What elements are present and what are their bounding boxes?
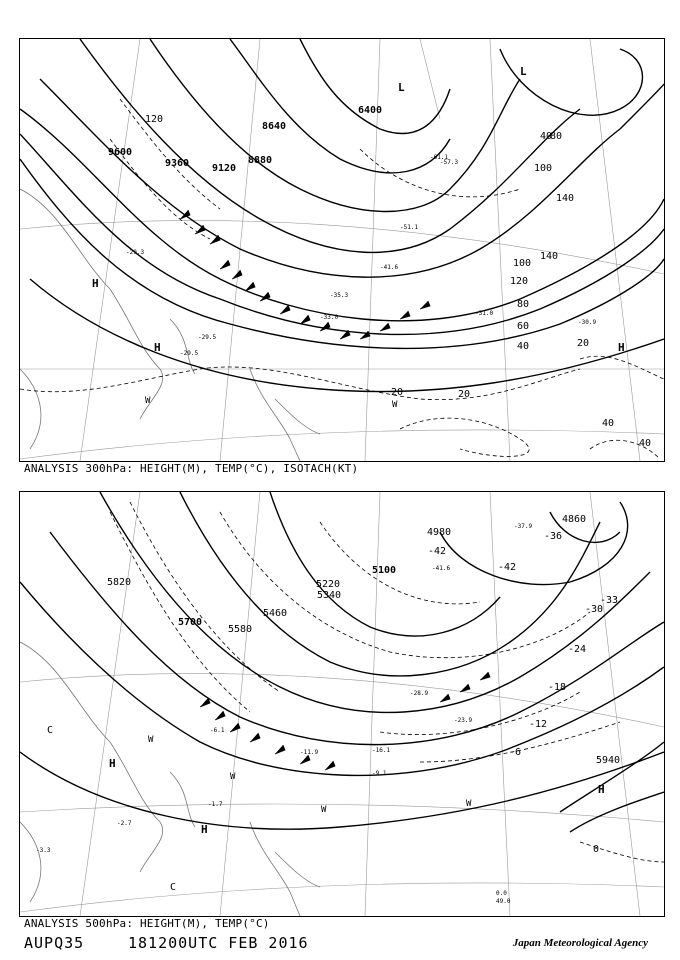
high-center: H [201, 823, 208, 836]
station-value: -41.6 [432, 565, 451, 572]
temperature-label: 0 [593, 844, 600, 855]
high-center: H [618, 341, 625, 354]
warm-center: W [148, 735, 154, 745]
height-label: 5340 [317, 590, 342, 601]
station-value: -16.1 [372, 747, 391, 754]
height-label: 5820 [107, 577, 132, 588]
height-label: 5580 [228, 624, 253, 635]
temperature-label: -31.0 [475, 310, 494, 317]
height-label: 5100 [372, 565, 397, 576]
station-value: -2.7 [117, 820, 132, 827]
isotach-label: 40 [639, 438, 652, 449]
graticule-500 [20, 492, 664, 916]
isotach-label: 80 [517, 299, 530, 310]
height-contours-300 [20, 39, 664, 392]
station-value: -28.9 [410, 690, 429, 697]
temperature-label: -61.1 [430, 154, 449, 161]
cold-center: C [47, 725, 54, 736]
temperature-label: -29.5 [180, 350, 199, 357]
isotach-label: 40 [540, 131, 553, 142]
isotach-label: 60 [517, 321, 530, 332]
agency-name: Japan Meteorological Agency [512, 937, 648, 949]
warm-center: W [392, 400, 398, 410]
height-label: 8640 [262, 121, 287, 132]
temperature-label: -42 [428, 546, 447, 557]
high-center: H [109, 757, 116, 770]
temperature-label: -57.3 [440, 159, 459, 166]
height-label: 4860 [562, 514, 587, 525]
station-value: -3.3 [36, 847, 51, 854]
high-center: H [154, 341, 161, 354]
high-center: H [598, 783, 605, 796]
temperature-label: -29.5 [198, 334, 217, 341]
caption-500hpa: ANALYSIS 500hPa: HEIGHT(M), TEMP(°C) [24, 917, 270, 930]
height-label: 5460 [263, 608, 288, 619]
cold-center: C [170, 882, 177, 893]
caption-300hpa: ANALYSIS 300hPa: HEIGHT(M), TEMP(°C), ISOTACH(KT) [24, 462, 359, 475]
height-label: 9360 [165, 158, 190, 169]
warm-center: W [230, 772, 236, 782]
station-value: 49.0 [496, 898, 511, 905]
temperature-label: -18 [548, 682, 567, 693]
height-label: 5220 [316, 579, 341, 590]
height-label: 9600 [108, 147, 133, 158]
wind-barbs-300 [180, 210, 430, 339]
isotach-label: 140 [540, 251, 559, 262]
isotach-label: 100 [534, 163, 553, 174]
temperature-label: -51.1 [400, 224, 419, 231]
station-value: -1.7 [208, 801, 223, 808]
isotach-label: 140 [556, 193, 575, 204]
station-value: -37.9 [514, 523, 533, 530]
temperature-label: -33 [600, 595, 619, 606]
temperature-label: -6 [509, 747, 522, 758]
low-center: L [398, 81, 405, 94]
station-value: 0.0 [496, 890, 507, 897]
height-label: 9120 [212, 163, 237, 174]
isotach-label: 40 [517, 341, 530, 352]
isotach-label: 20 [391, 387, 404, 398]
isotach-label: 100 [513, 258, 532, 269]
isotach-label: 120 [145, 114, 164, 125]
temperature-label: -29.3 [126, 249, 145, 256]
temperature-label: -36 [544, 531, 563, 542]
warm-center: W [321, 805, 327, 815]
map-500hpa [19, 491, 665, 917]
temperature-label: -41.6 [380, 264, 399, 271]
isotach-label: 20 [577, 338, 590, 349]
isotach-label: 120 [510, 276, 529, 287]
height-label: 5700 [178, 617, 203, 628]
warm-center: W [145, 396, 151, 406]
height-label: 8880 [248, 155, 273, 166]
isotach-label: 40 [602, 418, 615, 429]
high-center: H [92, 277, 99, 290]
temperature-label: -30 [585, 604, 604, 615]
height-label: 6400 [358, 105, 383, 116]
temperature-label: -33.0 [320, 314, 339, 321]
station-value: -6.1 [210, 727, 225, 734]
station-value: -9.1 [372, 770, 387, 777]
temperature-label: -30.9 [578, 319, 597, 326]
height-label: 5940 [596, 755, 621, 766]
wind-barbs-500 [200, 672, 490, 770]
isotach-label: 20 [458, 389, 471, 400]
station-value: -11.9 [300, 749, 319, 756]
temperature-label: -24 [568, 644, 587, 655]
low-center: L [520, 65, 527, 78]
isotach-label: 80 [550, 131, 563, 142]
height-contours-500 [20, 492, 664, 832]
warm-center: W [466, 799, 472, 809]
coastline-500 [20, 642, 320, 916]
temperature-label: -42 [498, 562, 517, 573]
temperature-label: -12 [529, 719, 548, 730]
coastline-300 [20, 189, 320, 461]
map-300hpa [19, 38, 665, 462]
station-value: -23.9 [454, 717, 473, 724]
chart-id: AUPQ35 [24, 934, 85, 952]
temperature-label: -35.3 [330, 292, 349, 299]
isotherms-500 [110, 502, 664, 862]
height-label: 4980 [427, 527, 452, 538]
valid-time: 181200UTC FEB 2016 [128, 934, 309, 952]
